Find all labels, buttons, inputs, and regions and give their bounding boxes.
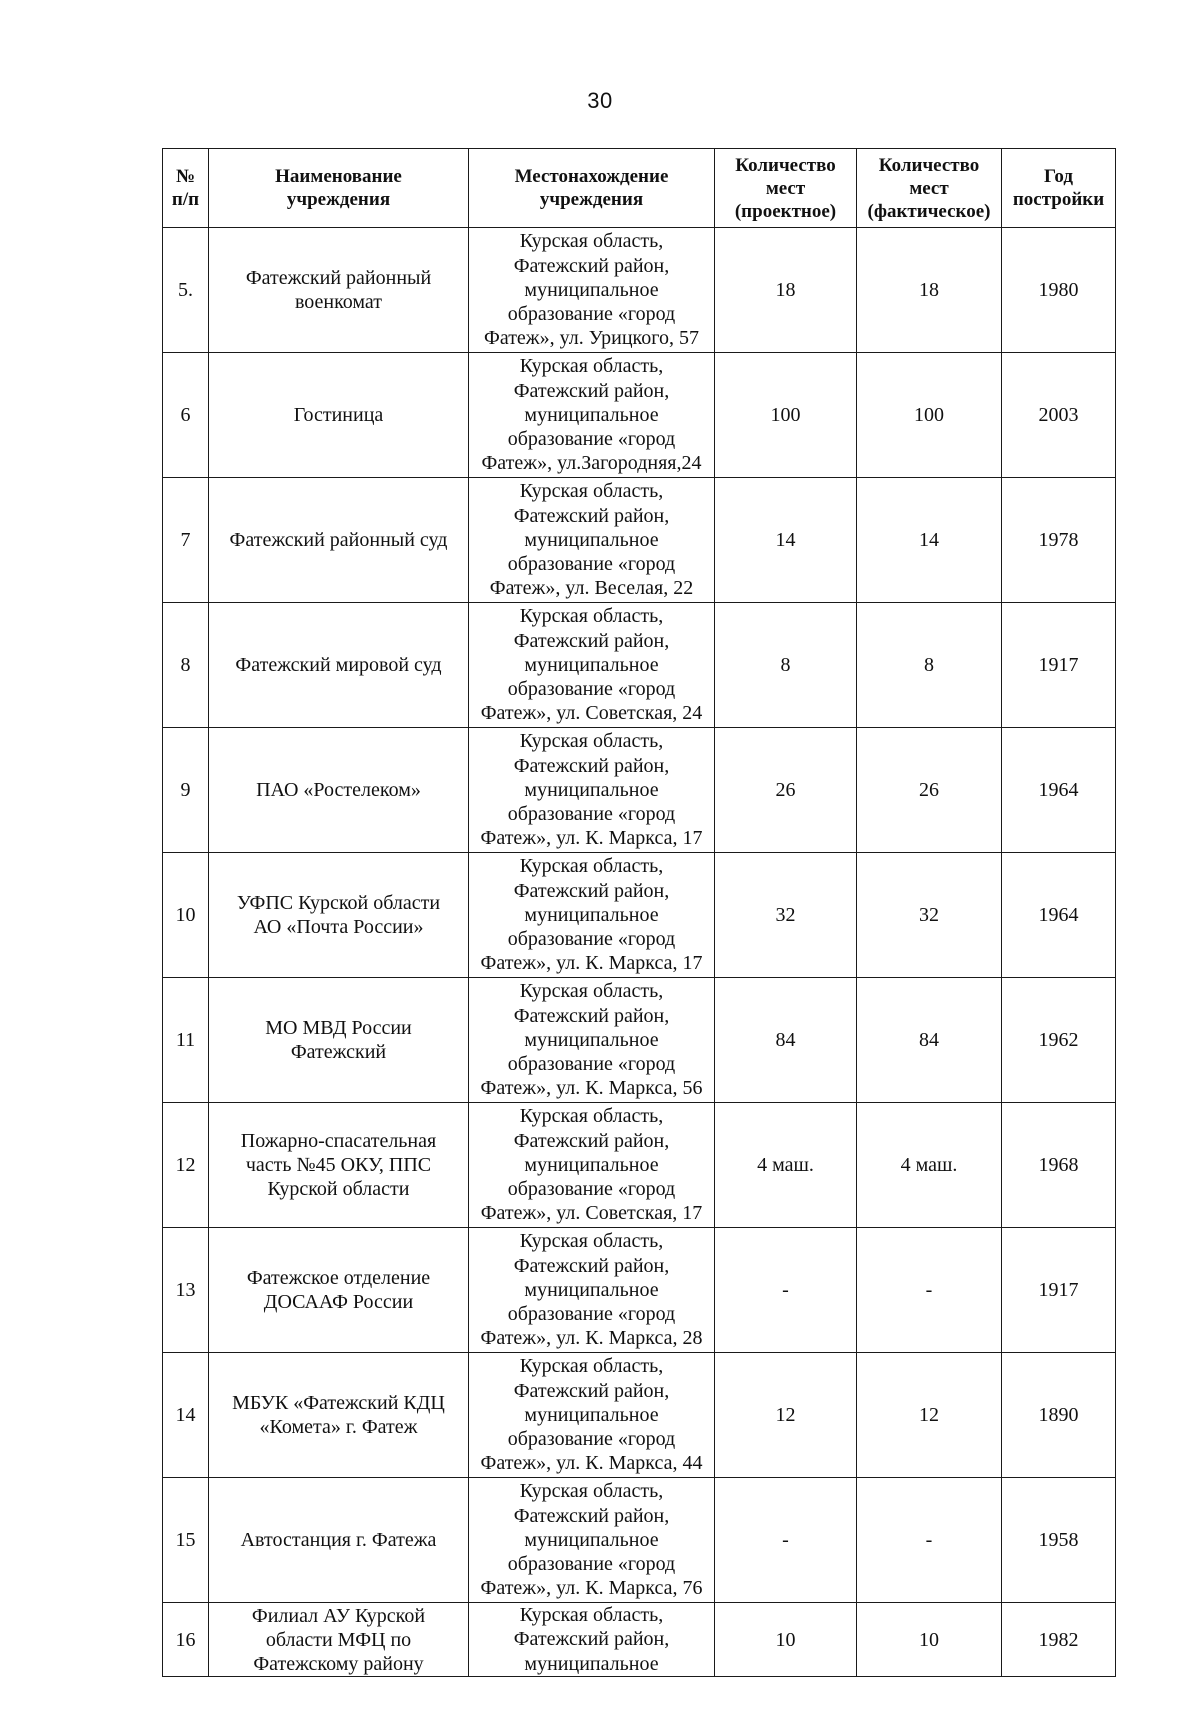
header-design-line: мест bbox=[765, 177, 806, 199]
actual-capacity-cell: 26 bbox=[857, 728, 1002, 853]
design-capacity-cell: 4 маш. bbox=[715, 1103, 857, 1228]
address-line: Фатежский район, bbox=[513, 1129, 670, 1152]
address-cell bbox=[469, 1603, 715, 1677]
institution-name-line: Фатежский районный bbox=[245, 267, 432, 289]
address-line: Фатеж», ул. Советская, 17 bbox=[480, 1202, 703, 1225]
address-cell bbox=[469, 1228, 715, 1353]
institution-name-line: Автостанция г. Фатежа bbox=[240, 1529, 437, 1551]
header-actual-line: (фактическое) bbox=[867, 200, 991, 222]
address-line: Фатежский район, bbox=[513, 1379, 670, 1402]
actual-capacity-cell: 100 bbox=[857, 353, 1002, 478]
year-built-cell: 1890 bbox=[1002, 1353, 1116, 1478]
address-line: Фатежский район, bbox=[513, 629, 670, 652]
institution-name-line: Фатежский районный суд bbox=[229, 529, 448, 551]
design-capacity-cell: 100 bbox=[715, 353, 857, 478]
address-line: Курская область, bbox=[519, 855, 664, 878]
address-line: муниципальное bbox=[524, 1528, 659, 1551]
row-number-cell: 6 bbox=[163, 353, 209, 478]
design-capacity-cell: 10 bbox=[715, 1603, 857, 1677]
address-line: Фатеж», ул. Урицкого, 57 bbox=[484, 327, 699, 350]
design-capacity-cell: - bbox=[715, 1478, 857, 1603]
institution-name-line: Филиал АУ Курской bbox=[251, 1604, 426, 1627]
institution-name-cell bbox=[209, 1228, 469, 1353]
row-number-cell: 13 bbox=[163, 1228, 209, 1353]
design-capacity-cell: 84 bbox=[715, 978, 857, 1103]
header-actual-line: Количество bbox=[878, 154, 980, 176]
header-location-line: учреждения bbox=[539, 189, 644, 210]
address-line: Фатеж», ул.Загородняя,24 bbox=[481, 452, 702, 475]
address-line: муниципальное bbox=[524, 903, 659, 926]
table-row bbox=[163, 478, 1116, 603]
address-line: образование «город bbox=[507, 928, 676, 951]
institution-name-cell bbox=[209, 853, 469, 978]
design-capacity-cell: - bbox=[715, 1228, 857, 1353]
row-number-cell: 7 bbox=[163, 478, 209, 603]
address-line: Курская область, bbox=[519, 1480, 664, 1503]
header-number-line: п/п bbox=[171, 189, 200, 210]
address-line: Фатеж», ул. К. Маркса, 76 bbox=[480, 1577, 703, 1600]
institution-name-line: МБУК «Фатежский КДЦ bbox=[232, 1392, 445, 1414]
actual-capacity-cell: 10 bbox=[857, 1603, 1002, 1677]
address-line: образование «город bbox=[507, 1428, 676, 1451]
address-line: Курская область, bbox=[519, 1230, 664, 1253]
year-built-cell: 1982 bbox=[1002, 1603, 1116, 1677]
address-line: образование «город bbox=[507, 1303, 676, 1326]
address-line: образование «город bbox=[507, 1178, 676, 1201]
header-actual-line: мест bbox=[909, 177, 949, 199]
address-cell bbox=[469, 978, 715, 1103]
page-number: 30 bbox=[587, 88, 613, 113]
institution-name-cell bbox=[209, 978, 469, 1103]
institution-name-line: ДОСААФ России bbox=[263, 1291, 414, 1313]
address-line: Фатежский район, bbox=[513, 1254, 670, 1277]
address-line: муниципальное bbox=[524, 653, 659, 676]
address-line: образование «город bbox=[507, 803, 676, 826]
institution-name-cell bbox=[209, 603, 469, 728]
address-line: муниципальное bbox=[524, 1278, 659, 1301]
address-line: муниципальное bbox=[524, 1028, 659, 1051]
address-cell bbox=[469, 1103, 715, 1228]
year-built-cell: 1958 bbox=[1002, 1478, 1116, 1603]
actual-capacity-cell: 12 bbox=[857, 1353, 1002, 1478]
design-capacity-cell: 12 bbox=[715, 1353, 857, 1478]
address-line: Курская область, bbox=[519, 480, 664, 503]
row-number-cell: 12 bbox=[163, 1103, 209, 1228]
header-year bbox=[1002, 149, 1116, 228]
table-row bbox=[163, 1478, 1116, 1603]
design-capacity-cell: 26 bbox=[715, 728, 857, 853]
header-year-line: постройки bbox=[1012, 189, 1105, 210]
header-design-line: Количество bbox=[735, 154, 836, 176]
table-body bbox=[163, 228, 1116, 1677]
address-line: образование «город bbox=[507, 1053, 676, 1076]
header-location bbox=[469, 149, 715, 228]
address-line: Фатежский район, bbox=[513, 879, 670, 902]
header-actual-capacity bbox=[857, 149, 1002, 228]
row-number-cell: 16 bbox=[163, 1603, 209, 1677]
address-line: образование «город bbox=[507, 428, 676, 451]
year-built-cell: 1980 bbox=[1002, 228, 1116, 353]
year-built-cell: 1917 bbox=[1002, 603, 1116, 728]
address-line: муниципальное bbox=[524, 278, 659, 301]
institution-name-line: УФПС Курской области bbox=[236, 892, 441, 914]
header-row bbox=[163, 149, 1116, 228]
row-number-cell: 15 bbox=[163, 1478, 209, 1603]
header-name bbox=[209, 149, 469, 228]
header-number bbox=[163, 149, 209, 228]
row-number-cell: 10 bbox=[163, 853, 209, 978]
address-line: Фатеж», ул. К. Маркса, 28 bbox=[480, 1327, 703, 1350]
address-line: муниципальное bbox=[524, 528, 659, 551]
address-line: Курская область, bbox=[519, 355, 664, 378]
institutions-table bbox=[162, 148, 1116, 1677]
header-number-line: № bbox=[175, 166, 196, 187]
actual-capacity-cell: - bbox=[857, 1228, 1002, 1353]
year-built-cell: 1917 bbox=[1002, 1228, 1116, 1353]
table-row bbox=[163, 1353, 1116, 1478]
year-built-cell: 1968 bbox=[1002, 1103, 1116, 1228]
institution-name-line: Пожарно-спасательная bbox=[240, 1130, 437, 1152]
actual-capacity-cell: 18 bbox=[857, 228, 1002, 353]
actual-capacity-cell: 4 маш. bbox=[857, 1103, 1002, 1228]
address-line: Курская область, bbox=[519, 730, 664, 753]
address-line: образование «город bbox=[507, 303, 676, 326]
institution-name-line: часть №45 ОКУ, ППС bbox=[245, 1154, 432, 1176]
table-row bbox=[163, 1228, 1116, 1353]
address-line: муниципальное bbox=[524, 778, 659, 801]
address-line: Фатежский район, bbox=[513, 1004, 670, 1027]
design-capacity-cell: 18 bbox=[715, 228, 857, 353]
year-built-cell: 2003 bbox=[1002, 353, 1116, 478]
institution-name-cell bbox=[209, 353, 469, 478]
institution-name-cell bbox=[209, 1353, 469, 1478]
institution-name-line: Фатежский мировой суд bbox=[235, 654, 442, 676]
header-design-capacity bbox=[715, 149, 857, 228]
header-design-line: (проектное) bbox=[734, 200, 837, 222]
address-line: Фатеж», ул. К. Маркса, 17 bbox=[480, 827, 703, 850]
address-cell bbox=[469, 1478, 715, 1603]
institution-name-line: МО МВД России bbox=[265, 1017, 412, 1039]
table-row bbox=[163, 353, 1116, 478]
row-number-cell: 11 bbox=[163, 978, 209, 1103]
institution-name-cell bbox=[209, 478, 469, 603]
address-line: Фатежский район, bbox=[513, 504, 670, 527]
institution-name-line: Фатежскому району bbox=[253, 1652, 424, 1675]
table-row bbox=[163, 1603, 1116, 1677]
year-built-cell: 1962 bbox=[1002, 978, 1116, 1103]
address-cell bbox=[469, 228, 715, 353]
institution-name-line: Гостиница bbox=[293, 404, 384, 426]
address-line: Фатежский район, bbox=[513, 1628, 670, 1651]
institution-name-line: Фатежский bbox=[290, 1041, 387, 1063]
address-line: Фатежский район, bbox=[513, 754, 670, 777]
header-year-line: Год bbox=[1044, 166, 1073, 187]
address-line: Фатежский район, bbox=[513, 254, 670, 277]
institution-name-cell bbox=[209, 728, 469, 853]
address-cell bbox=[469, 728, 715, 853]
address-line: Фатеж», ул. К. Маркса, 44 bbox=[480, 1452, 703, 1475]
institution-name-line: Фатежское отделение bbox=[246, 1267, 431, 1289]
actual-capacity-cell: 32 bbox=[857, 853, 1002, 978]
institution-name-line: АО «Почта России» bbox=[253, 916, 424, 938]
row-number-cell: 5. bbox=[163, 228, 209, 353]
institution-name-cell bbox=[209, 228, 469, 353]
table-row bbox=[163, 1103, 1116, 1228]
table-row bbox=[163, 978, 1116, 1103]
address-line: образование «город bbox=[507, 1553, 676, 1576]
address-cell bbox=[469, 853, 715, 978]
address-line: Курская область, bbox=[519, 1355, 664, 1378]
address-cell bbox=[469, 353, 715, 478]
address-line: Курская область, bbox=[519, 1604, 664, 1627]
table-row bbox=[163, 728, 1116, 853]
header-location-line: Местонахождение bbox=[514, 166, 669, 187]
institution-name-cell bbox=[209, 1103, 469, 1228]
institution-name-cell bbox=[209, 1478, 469, 1603]
table-row bbox=[163, 853, 1116, 978]
table-row bbox=[163, 228, 1116, 353]
actual-capacity-cell: - bbox=[857, 1478, 1002, 1603]
address-line: Фатеж», ул. Советская, 24 bbox=[480, 702, 703, 725]
design-capacity-cell: 8 bbox=[715, 603, 857, 728]
address-line: Фатежский район, bbox=[513, 1504, 670, 1527]
row-number-cell: 14 bbox=[163, 1353, 209, 1478]
institution-name-line: области МФЦ по bbox=[265, 1628, 412, 1651]
actual-capacity-cell: 8 bbox=[857, 603, 1002, 728]
institution-name-line: Курской области bbox=[267, 1178, 410, 1200]
address-line: Фатеж», ул. К. Маркса, 17 bbox=[480, 952, 703, 975]
design-capacity-cell: 32 bbox=[715, 853, 857, 978]
address-line: Курская область, bbox=[519, 980, 664, 1003]
table-header bbox=[163, 149, 1116, 228]
address-line: Курская область, bbox=[519, 605, 664, 628]
address-line: муниципальное bbox=[524, 1153, 659, 1176]
institution-name-line: военкомат bbox=[294, 291, 383, 313]
year-built-cell: 1964 bbox=[1002, 853, 1116, 978]
row-number-cell: 8 bbox=[163, 603, 209, 728]
address-cell bbox=[469, 478, 715, 603]
year-built-cell: 1964 bbox=[1002, 728, 1116, 853]
address-cell bbox=[469, 603, 715, 728]
header-name-line: Наименование bbox=[275, 166, 402, 187]
address-line: Курская область, bbox=[519, 230, 664, 253]
actual-capacity-cell: 14 bbox=[857, 478, 1002, 603]
address-line: Курская область, bbox=[519, 1105, 664, 1128]
address-line: образование «город bbox=[507, 553, 676, 576]
address-cell bbox=[469, 1353, 715, 1478]
address-line: муниципальное bbox=[524, 1403, 659, 1426]
institution-name-cell bbox=[209, 1603, 469, 1677]
address-line: Фатеж», ул. К. Маркса, 56 bbox=[480, 1077, 703, 1100]
institution-name-line: ПАО «Ростелеком» bbox=[256, 779, 421, 801]
address-line: образование «город bbox=[507, 678, 676, 701]
actual-capacity-cell: 84 bbox=[857, 978, 1002, 1103]
row-number-cell: 9 bbox=[163, 728, 209, 853]
institution-name-line: «Комета» г. Фатеж bbox=[259, 1416, 418, 1438]
table-row bbox=[163, 603, 1116, 728]
address-line: муниципальное bbox=[524, 1652, 659, 1675]
address-line: Фатежский район, bbox=[513, 379, 670, 402]
design-capacity-cell: 14 bbox=[715, 478, 857, 603]
header-name-line: учреждения bbox=[286, 189, 391, 210]
address-line: Фатеж», ул. Веселая, 22 bbox=[489, 577, 694, 600]
year-built-cell: 1978 bbox=[1002, 478, 1116, 603]
address-line: муниципальное bbox=[524, 403, 659, 426]
